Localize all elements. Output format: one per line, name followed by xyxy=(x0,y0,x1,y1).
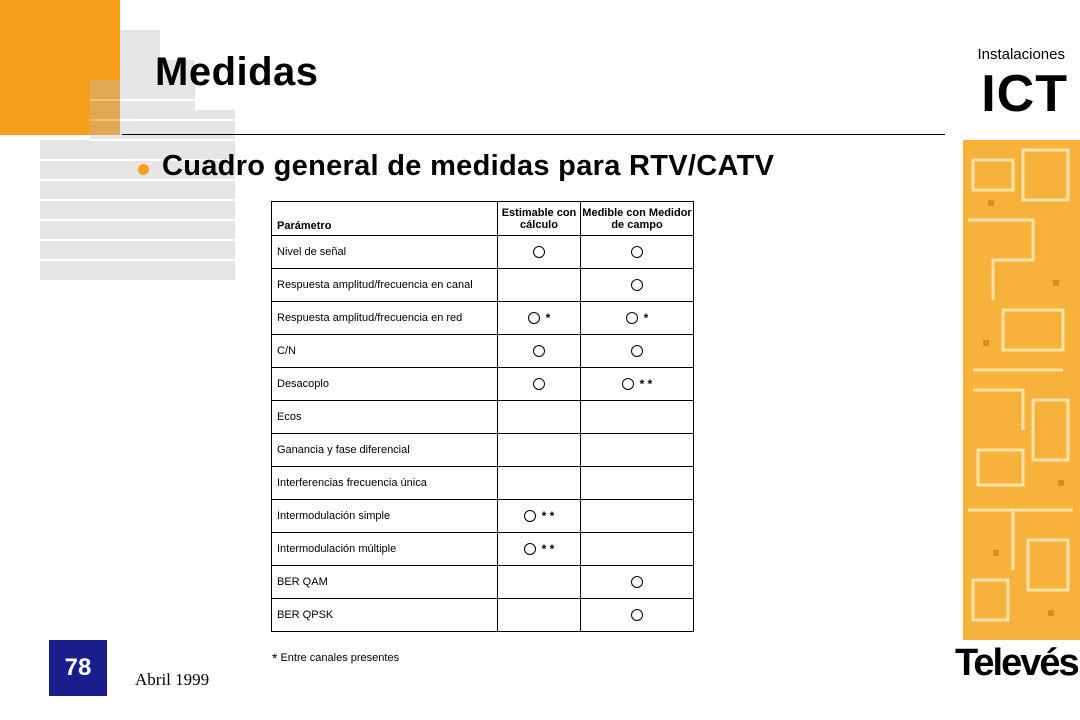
estimable-cell xyxy=(498,269,581,302)
bullet-icon xyxy=(138,164,149,175)
circle-mark-icon xyxy=(631,345,643,357)
circle-mark-icon xyxy=(533,345,545,357)
circle-mark-icon xyxy=(631,246,643,258)
table-row xyxy=(272,599,694,632)
circle-mark-icon xyxy=(528,312,540,324)
circle-mark-icon xyxy=(533,378,545,390)
table-header-row xyxy=(272,202,694,236)
televes-logo: Televés xyxy=(955,642,1078,684)
circle-mark-icon xyxy=(524,543,536,555)
medible-cell xyxy=(581,302,694,335)
circle-mark-icon xyxy=(622,378,634,390)
medible-cell xyxy=(581,533,694,566)
slide-subtitle: Cuadro general de medidas para RTV/CATV xyxy=(162,150,775,182)
param-cell: Respuesta amplitud/frecuencia en canal xyxy=(272,269,498,302)
estimable-cell xyxy=(498,467,581,500)
medible-cell xyxy=(581,434,694,467)
estimable-cell xyxy=(498,434,581,467)
measures-table xyxy=(271,201,694,632)
table-row xyxy=(272,566,694,599)
slide-title: Medidas xyxy=(155,50,319,94)
param-cell: Interferencias frecuencia única xyxy=(272,467,498,500)
param-cell: Intermodulación múltiple xyxy=(272,533,498,566)
param-cell: Nivel de señal xyxy=(272,236,498,269)
medible-cell xyxy=(581,599,694,632)
medible-cell xyxy=(581,269,694,302)
estimable-cell xyxy=(498,566,581,599)
table-row xyxy=(272,269,694,302)
table-row xyxy=(272,467,694,500)
table-row xyxy=(272,500,694,533)
header-param: Parámetro xyxy=(272,202,498,236)
param-cell: Respuesta amplitud/frecuencia en red xyxy=(272,302,498,335)
medible-cell xyxy=(581,467,694,500)
medible-cell xyxy=(581,236,694,269)
table-row xyxy=(272,368,694,401)
estimable-cell xyxy=(498,302,581,335)
table-footnote xyxy=(272,650,399,666)
page-number-badge: 78 xyxy=(49,640,107,696)
circle-mark-icon xyxy=(524,510,536,522)
footnote-stars: * xyxy=(545,311,551,325)
param-cell: Ganancia y fase diferencial xyxy=(272,434,498,467)
param-cell: C/N xyxy=(272,335,498,368)
table-row xyxy=(272,533,694,566)
brand-label-small: Instalaciones xyxy=(977,46,1065,63)
table-row xyxy=(272,401,694,434)
circle-mark-icon xyxy=(631,279,643,291)
header-medible: Medible con Medidor de campo xyxy=(581,202,694,236)
param-cell: BER QAM xyxy=(272,566,498,599)
brand-label-big: ICT xyxy=(981,65,1068,123)
estimable-cell xyxy=(498,368,581,401)
footnote-text: Entre canales presentes xyxy=(280,652,400,664)
footnote-stars: * * xyxy=(639,377,653,391)
circle-mark-icon xyxy=(631,609,643,621)
estimable-cell xyxy=(498,533,581,566)
table-row xyxy=(272,302,694,335)
table-row xyxy=(272,335,694,368)
medible-cell xyxy=(581,566,694,599)
circle-mark-icon xyxy=(533,246,545,258)
medible-cell xyxy=(581,500,694,533)
circle-mark-icon xyxy=(631,576,643,588)
footnote-stars: * * xyxy=(541,542,555,556)
param-cell: BER QPSK xyxy=(272,599,498,632)
header-estimable: Estimable con cálculo xyxy=(498,202,581,236)
medible-cell xyxy=(581,368,694,401)
medible-cell xyxy=(581,335,694,368)
estimable-cell xyxy=(498,335,581,368)
title-divider xyxy=(122,134,945,135)
estimable-cell xyxy=(498,500,581,533)
footnote-stars: * xyxy=(643,311,649,325)
slide-date: Abril 1999 xyxy=(135,670,210,689)
estimable-cell xyxy=(498,236,581,269)
circuit-texture-image xyxy=(963,140,1080,640)
table-row xyxy=(272,236,694,269)
footnote-mark: * xyxy=(272,650,278,666)
footnote-stars: * * xyxy=(541,509,555,523)
circle-mark-icon xyxy=(626,312,638,324)
estimable-cell xyxy=(498,599,581,632)
param-cell: Ecos xyxy=(272,401,498,434)
table-row xyxy=(272,434,694,467)
medible-cell xyxy=(581,401,694,434)
param-cell: Desacoplo xyxy=(272,368,498,401)
param-cell: Intermodulación simple xyxy=(272,500,498,533)
estimable-cell xyxy=(498,401,581,434)
